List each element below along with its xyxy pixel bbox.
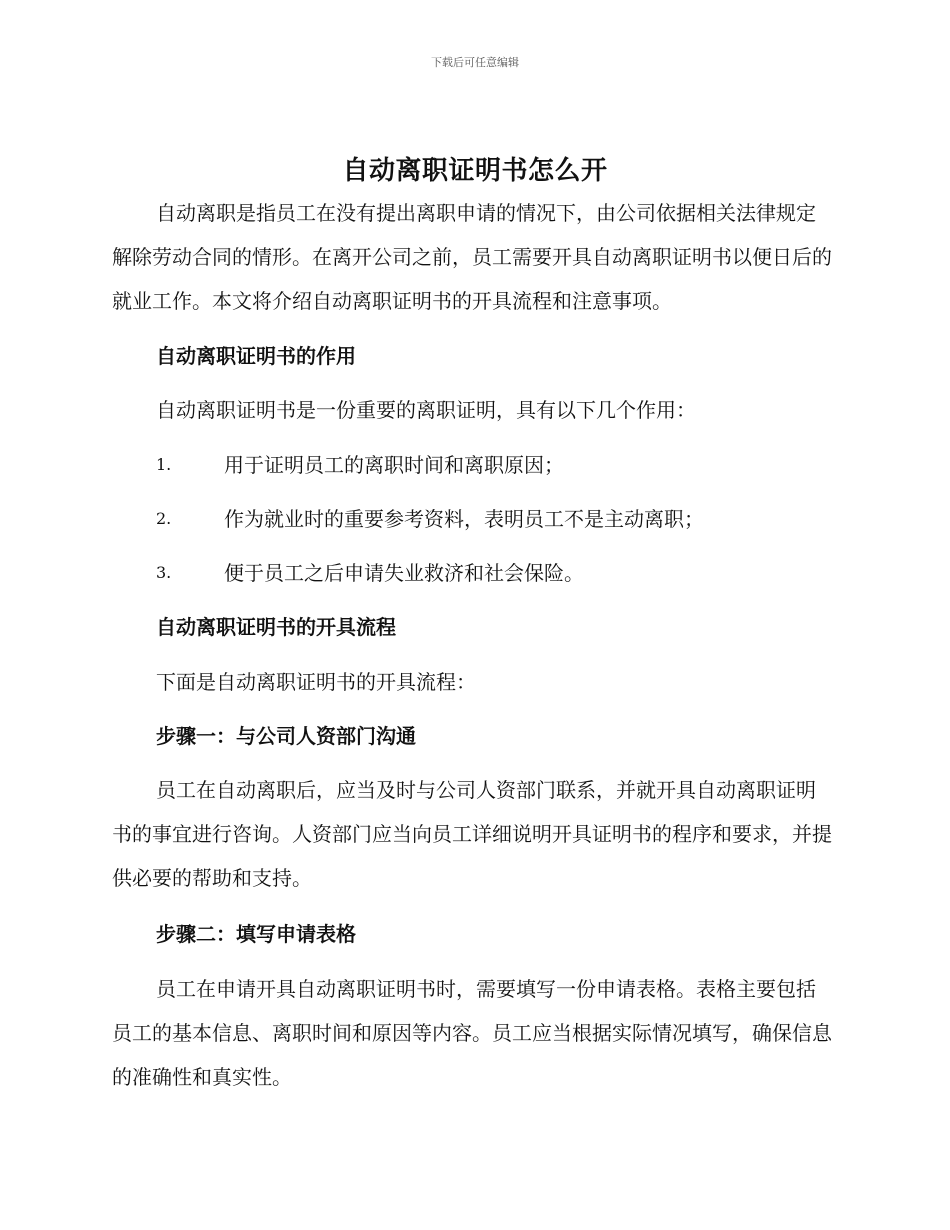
list-number: 3. xyxy=(156,563,172,582)
step1-text: 员工在自动离职后，应当及时与公司人资部门联系，并就开具自动离职证明书的事宜进行咨询。人资部门应当向员工详细说明开具证明书的程序和要求，并提供必要的帮助和支持。 xyxy=(112,778,832,890)
purpose-lead: 自动离职证明书是一份重要的离职证明，具有以下几个作用： xyxy=(156,398,696,422)
process-lead: 下面是自动离职证明书的开具流程： xyxy=(156,670,476,694)
header-note: 下载后可任意编辑 xyxy=(431,56,519,69)
list-text: 便于员工之后申请失业救济和社会保险。 xyxy=(224,561,584,585)
list-text: 作为就业时的重要参考资料，表明员工不是主动离职； xyxy=(224,507,704,531)
intro-text: 自动离职是指员工在没有提出离职申请的情况下，由公司依据相关法律规定解除劳动合同的情形。在离开公司之前，员工需要开具自动离职证明书以便日后的就业工作。本文将介绍自动离职证明书的开具流程和注意事项。 xyxy=(112,201,832,313)
step2-text: 员工在申请开具自动离职证明书时，需要填写一份申请表格。表格主要包括员工的基本信息、离职时间和原因等内容。员工应当根据实际情况填写，确保信息的准确性和真实性。 xyxy=(112,977,832,1089)
step2-paragraph xyxy=(112,967,832,1099)
list-item xyxy=(156,551,836,595)
list-number: 1. xyxy=(156,455,172,474)
list-number: 2. xyxy=(156,509,172,528)
step1-paragraph xyxy=(112,768,832,900)
list-item xyxy=(156,443,836,487)
list-item xyxy=(156,497,836,541)
section-heading-process: 自动离职证明书的开具流程 xyxy=(156,615,396,639)
intro-paragraph xyxy=(112,191,832,323)
step2-heading: 步骤二：填写申请表格 xyxy=(156,922,356,946)
list-text: 用于证明员工的离职时间和离职原因； xyxy=(224,453,564,477)
page-title: 自动离职证明书怎么开 xyxy=(342,156,608,186)
step1-heading: 步骤一：与公司人资部门沟通 xyxy=(156,724,416,748)
section-heading-purpose: 自动离职证明书的作用 xyxy=(156,344,356,368)
